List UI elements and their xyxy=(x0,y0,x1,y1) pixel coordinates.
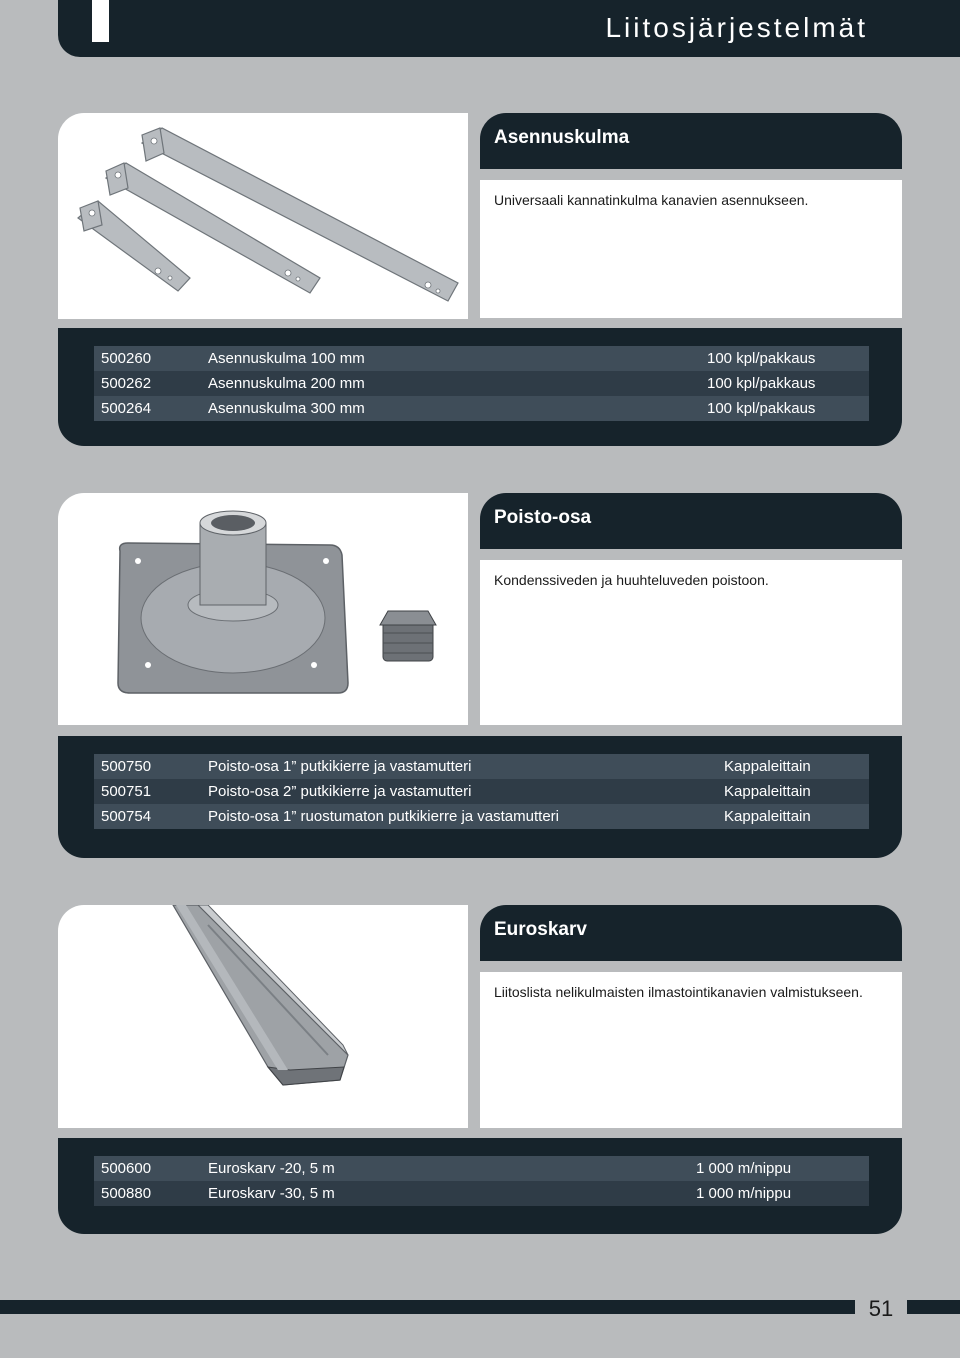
footer-line-right xyxy=(907,1300,960,1314)
product-pack: Kappaleittain xyxy=(724,783,811,800)
product-code: 500600 xyxy=(101,1160,152,1177)
product-code: 500262 xyxy=(101,375,152,392)
product-pack: 100 kpl/pakkaus xyxy=(707,375,816,392)
product-code: 500750 xyxy=(101,758,152,775)
product-pack: 100 kpl/pakkaus xyxy=(707,350,816,367)
table-row xyxy=(94,754,869,779)
product-pack: Kappaleittain xyxy=(724,758,811,775)
poisto-osa-description-box xyxy=(480,560,902,725)
poisto-osa-image xyxy=(58,493,468,725)
product-pack: Kappaleittain xyxy=(724,808,811,825)
product-pack: 1 000 m/nippu xyxy=(696,1185,792,1202)
product-code: 500754 xyxy=(101,808,152,825)
poisto-osa-table xyxy=(58,736,902,858)
table-row xyxy=(94,1156,869,1181)
product-code: 500264 xyxy=(101,400,152,417)
euroskarv-table xyxy=(58,1138,902,1234)
product-pack: 1 000 m/nippu xyxy=(696,1160,792,1177)
poisto-osa-title-box xyxy=(480,493,902,549)
header-bar xyxy=(58,0,960,57)
asennuskulma-image xyxy=(58,113,468,319)
page-title: Liitosjärjestelmät xyxy=(605,12,868,43)
asennuskulma-title-box xyxy=(480,113,902,169)
footer-line xyxy=(0,1300,855,1314)
product-code: 500260 xyxy=(101,350,152,367)
product-name: Poisto-osa 1” ruostumaton putkikierre ja vastamutteri xyxy=(208,808,559,825)
product-name: Asennuskulma 300 mm xyxy=(208,400,365,417)
asennuskulma-table xyxy=(58,328,902,446)
section-description: Liitoslista nelikulmaisten ilmastointikanavien valmistukseen. xyxy=(494,984,863,1000)
section-title: Asennuskulma xyxy=(494,127,630,148)
table-row xyxy=(94,371,869,396)
table-row xyxy=(94,396,869,421)
header-mark xyxy=(92,0,109,42)
section-description: Kondenssiveden ja huuhteluveden poistoon. xyxy=(494,572,769,588)
product-name: Asennuskulma 100 mm xyxy=(208,350,365,367)
table-row xyxy=(94,779,869,804)
product-name: Poisto-osa 1” putkikierre ja vastamutteri xyxy=(208,758,472,775)
section-title: Euroskarv xyxy=(494,919,587,940)
table-row xyxy=(94,346,869,371)
euroskarv-title-box xyxy=(480,905,902,961)
section-title: Poisto-osa xyxy=(494,507,592,528)
asennuskulma-description-box xyxy=(480,180,902,318)
product-code: 500880 xyxy=(101,1185,152,1202)
product-name: Euroskarv -30, 5 m xyxy=(208,1185,335,1202)
table-row xyxy=(94,804,869,829)
product-code: 500751 xyxy=(101,783,152,800)
euroskarv-image xyxy=(58,905,468,1128)
product-pack: 100 kpl/pakkaus xyxy=(707,400,816,417)
product-name: Asennuskulma 200 mm xyxy=(208,375,365,392)
euroskarv-description-box xyxy=(480,972,902,1128)
product-name: Poisto-osa 2” putkikierre ja vastamutteri xyxy=(208,783,472,800)
section-description: Universaali kannatinkulma kanavien asennukseen. xyxy=(494,192,809,208)
page-number: 51 xyxy=(868,1296,894,1321)
table-row xyxy=(94,1181,869,1206)
product-name: Euroskarv -20, 5 m xyxy=(208,1160,335,1177)
